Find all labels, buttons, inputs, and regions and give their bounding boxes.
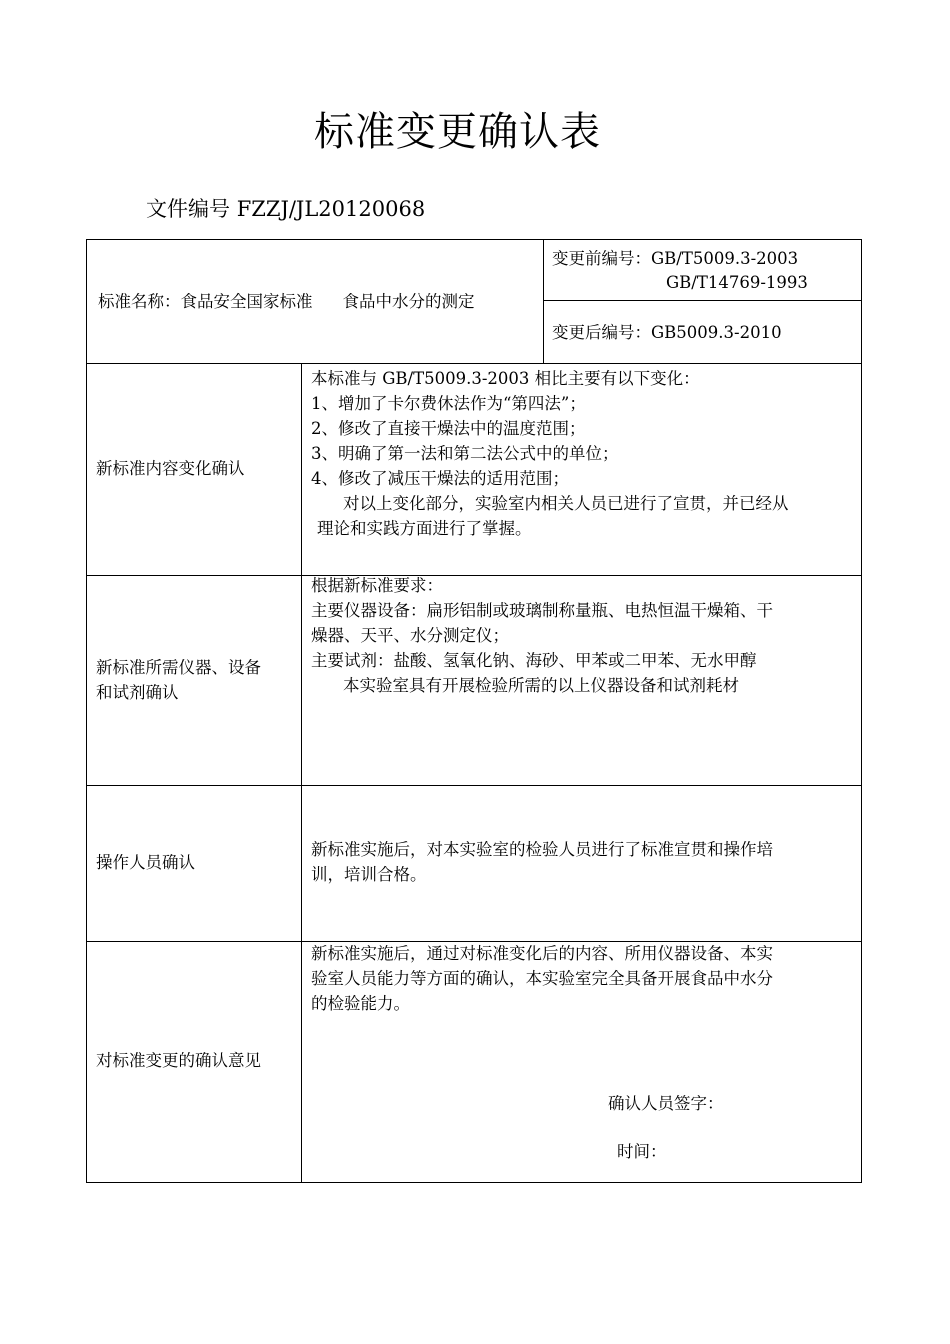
row-content-instruments	[311, 573, 857, 698]
row-label-opinion: 对标准变更的确认意见	[96, 1051, 261, 1070]
standard-name-subject: 食品中水分的测定	[342, 292, 475, 311]
content-line: 的检验能力。	[311, 994, 410, 1013]
page-title: 标准变更确认表	[314, 109, 601, 155]
before-number-value-2: GB/T14769-1993	[666, 273, 808, 292]
document-number-value: FZZJ/JL20120068	[236, 197, 426, 221]
document-number	[146, 194, 425, 224]
document-number-label: 文件编号	[146, 197, 230, 221]
before-number	[552, 246, 798, 271]
row-content-content-change	[311, 366, 857, 541]
content-line: 2、修改了直接干燥法中的温度范围；	[311, 419, 586, 438]
row-label-instruments-line-2: 和试剂确认	[96, 683, 179, 702]
after-number	[552, 320, 782, 345]
row-content-opinion	[311, 941, 857, 1016]
header-divider-horizontal	[543, 300, 862, 301]
after-number-value: GB5009.3-2010	[651, 323, 782, 342]
content-line: 燥器、天平、水分测定仪；	[311, 626, 509, 645]
content-line: 对以上变化部分，实验室内相关人员已进行了宣贯，并已经从	[343, 494, 789, 513]
content-line: 新标准实施后，对本实验室的检验人员进行了标准宣贯和操作培	[311, 840, 773, 859]
content-line: 主要仪器设备：扁形铝制或玻璃制称量瓶、电热恒温干燥箱、干	[311, 601, 773, 620]
row-divider-1	[86, 363, 862, 364]
content-line: 理论和实践方面进行了掌握。	[317, 519, 532, 538]
row-content-operators	[311, 837, 857, 887]
content-line: 4、修改了减压干燥法的适用范围；	[311, 469, 569, 488]
content-line: 3、明确了第一法和第二法公式中的单位；	[311, 444, 619, 463]
standard-name	[98, 289, 475, 314]
content-line: 验室人员能力等方面的确认，本实验室完全具备开展食品中水分	[311, 969, 773, 988]
signature-label: 确认人员签字：	[608, 1094, 724, 1113]
row-label-content-change: 新标准内容变化确认	[96, 459, 245, 478]
content-line: 根据新标准要求：	[311, 576, 443, 595]
label-column-divider	[301, 363, 302, 1183]
row-divider-3	[86, 785, 862, 786]
header-divider-vertical	[543, 239, 544, 363]
before-number-value-1: GB/T5009.3-2003	[651, 249, 799, 268]
after-number-label: 变更后编号：	[552, 323, 651, 342]
date-label: 时间：	[617, 1142, 667, 1161]
before-number-label: 变更前编号：	[552, 249, 651, 268]
content-line: 主要试剂：盐酸、氢氧化钠、海砂、甲苯或二甲苯、无水甲醇	[311, 651, 757, 670]
content-line: 本标准与 GB/T5009.3-2003 相比主要有以下变化：	[311, 369, 700, 388]
standard-name-value: 食品安全国家标准	[180, 292, 313, 311]
standard-name-label: 标准名称：	[98, 292, 181, 311]
row-label-instruments-line-1: 新标准所需仪器、设备	[96, 658, 261, 677]
row-label-operators: 操作人员确认	[96, 853, 195, 872]
content-line: 训，培训合格。	[311, 865, 427, 884]
content-line: 本实验室具有开展检验所需的以上仪器设备和试剂耗材	[343, 676, 739, 695]
content-line: 新标准实施后，通过对标准变化后的内容、所用仪器设备、本实	[311, 944, 773, 963]
row-label-instruments	[96, 655, 296, 705]
content-line: 1、增加了卡尔费休法作为“第四法”；	[311, 394, 586, 413]
